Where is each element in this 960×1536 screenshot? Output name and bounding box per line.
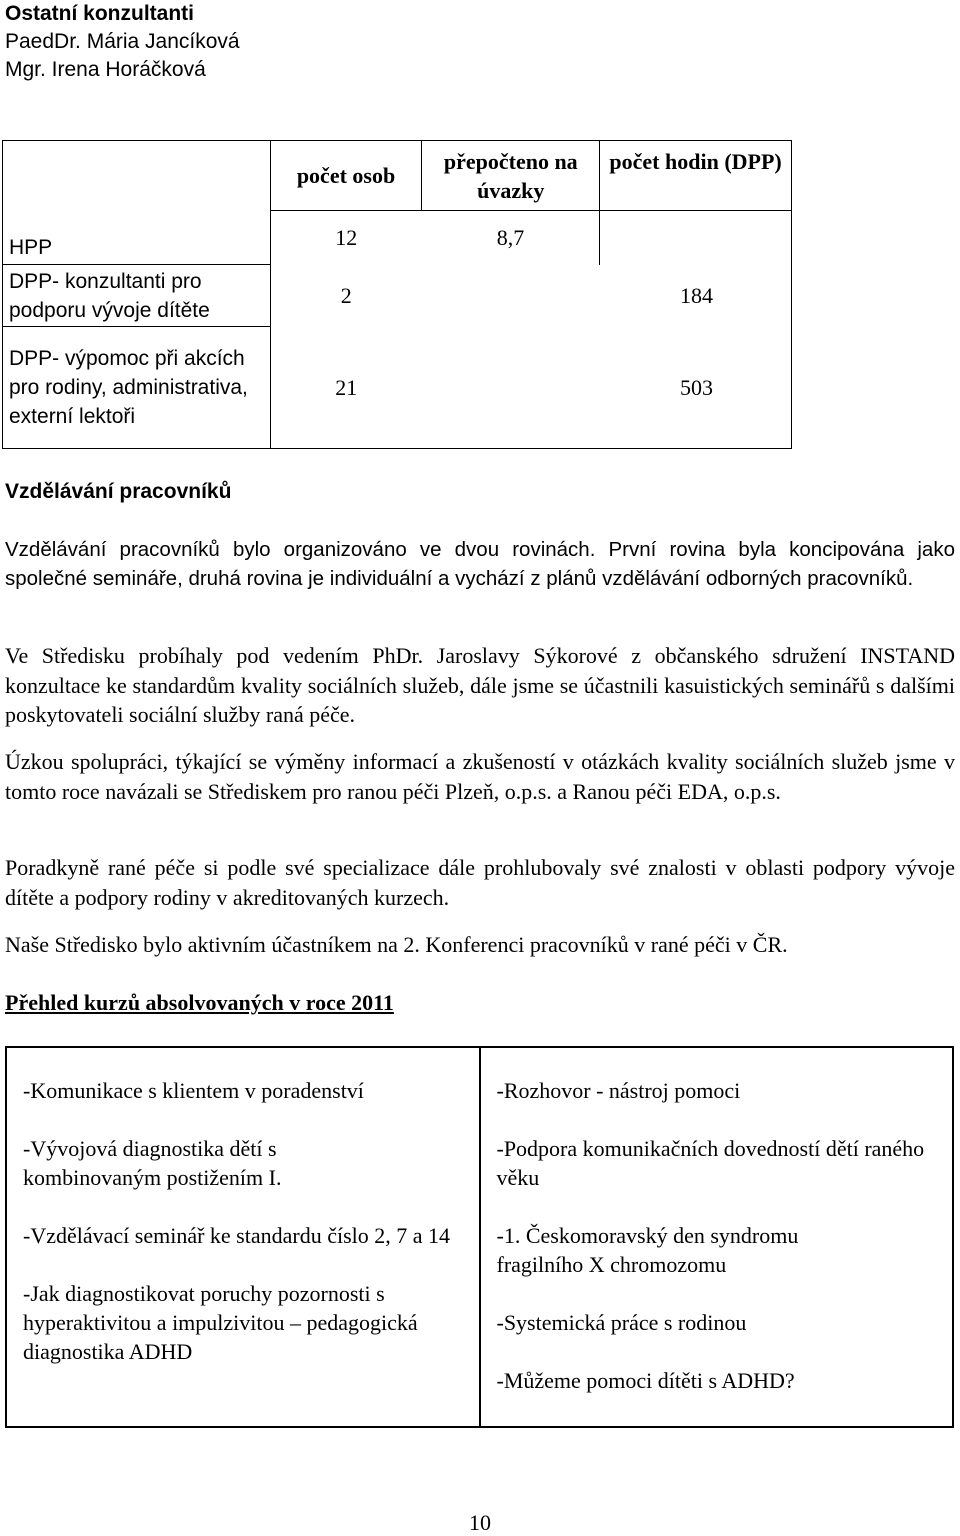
row-persons: 12: [270, 211, 422, 265]
course-item: -Vzdělávací seminář ke standardu číslo 2, 7 a 14: [23, 1223, 451, 1248]
table-row: [3, 211, 792, 265]
page-number: 10: [469, 1510, 491, 1535]
courses-right-column: [479, 1048, 953, 1426]
row-label: HPP: [3, 211, 271, 265]
table-row: [3, 327, 792, 449]
header-fte: přepočteno na úvazky: [422, 141, 600, 211]
courses-left-column: [7, 1048, 479, 1426]
course-item: -1. Českomoravský den syndromu fragilního X chromozomu: [496, 1223, 799, 1277]
course-item: -Systemická práce s rodinou: [496, 1310, 747, 1335]
course-item: -Podpora komunikačních dovedností dětí raného věku: [496, 1136, 925, 1190]
row-label: DPP- výpomoc při akcích pro rodiny, administrativa, externí lektoři: [3, 327, 271, 449]
table-header-empty: [3, 141, 271, 211]
consultant-name: Mgr. Irena Horáčková: [5, 58, 206, 81]
staff-table: [2, 140, 792, 449]
education-heading: Vzdělávání pracovníků: [5, 480, 232, 503]
header-hours: počet hodin (DPP): [600, 141, 792, 211]
paragraph: Ve Středisku probíhaly pod vedením PhDr. Jaroslavy Sýkorové z občanského sdružení INSTAND konzultace ke standardům kvality sociálních služeb, dále jsme se účastnili kasuistických seminářů s dalšími poskytovateli sociální služby raná péče.: [5, 643, 955, 727]
table-row: [3, 265, 792, 327]
header-persons: počet osob: [270, 141, 422, 211]
paragraph: Úzkou spolupráci, týkající se výměny informací a zkušeností v otázkách kvality sociálních služeb jsme v tomto roce navázali se Střediskem pro ranou péči Plzeň, o.p.s. a Ranou péči EDA, o.p.s.: [5, 749, 955, 804]
consultants-heading: Ostatní konzultanti: [5, 2, 194, 25]
row-hours: 184: [600, 265, 792, 327]
consultant-name: PaedDr. Mária Jancíková: [5, 30, 240, 53]
course-item: -Jak diagnostikovat poruchy pozornosti s hyperaktivitou a impulzivitou – pedagogická diagnostika ADHD: [23, 1281, 418, 1364]
course-item: -Vývojová diagnostika dětí s kombinovaným postižením I.: [23, 1136, 282, 1190]
row-hours: [600, 211, 792, 265]
row-persons: 2: [270, 265, 422, 327]
courses-heading: Přehled kurzů absolvovaných v roce 2011: [5, 990, 394, 1015]
courses-table: [5, 1046, 954, 1428]
row-fte: [422, 265, 600, 327]
paragraph: Vzdělávání pracovníků bylo organizováno ve dvou rovinách. První rovina byla koncipována jako společné semináře, druhá rovina je individuální a vychází z plánů vzdělávání odborných pracovníků.: [5, 538, 955, 590]
paragraph: Poradkyně rané péče si podle své specializace dále prohlubovaly své znalosti v oblasti podpory vývoje dítěte a podpory rodiny v akreditovaných kurzech.: [5, 855, 955, 910]
row-persons: 21: [270, 327, 422, 449]
row-hours: 503: [600, 327, 792, 449]
course-item: -Rozhovor - nástroj pomoci: [496, 1078, 741, 1103]
row-fte: 8,7: [422, 211, 600, 265]
row-label: DPP- konzultanti pro podporu vývoje dítěte: [3, 265, 271, 327]
course-item: -Komunikace s klientem v poradenství: [23, 1078, 364, 1103]
paragraph: Naše Středisko bylo aktivním účastníkem na 2. Konferenci pracovníků v rané péči v ČR.: [5, 932, 788, 957]
row-fte: [422, 327, 600, 449]
course-item: -Můžeme pomoci dítěti s ADHD?: [496, 1368, 795, 1393]
